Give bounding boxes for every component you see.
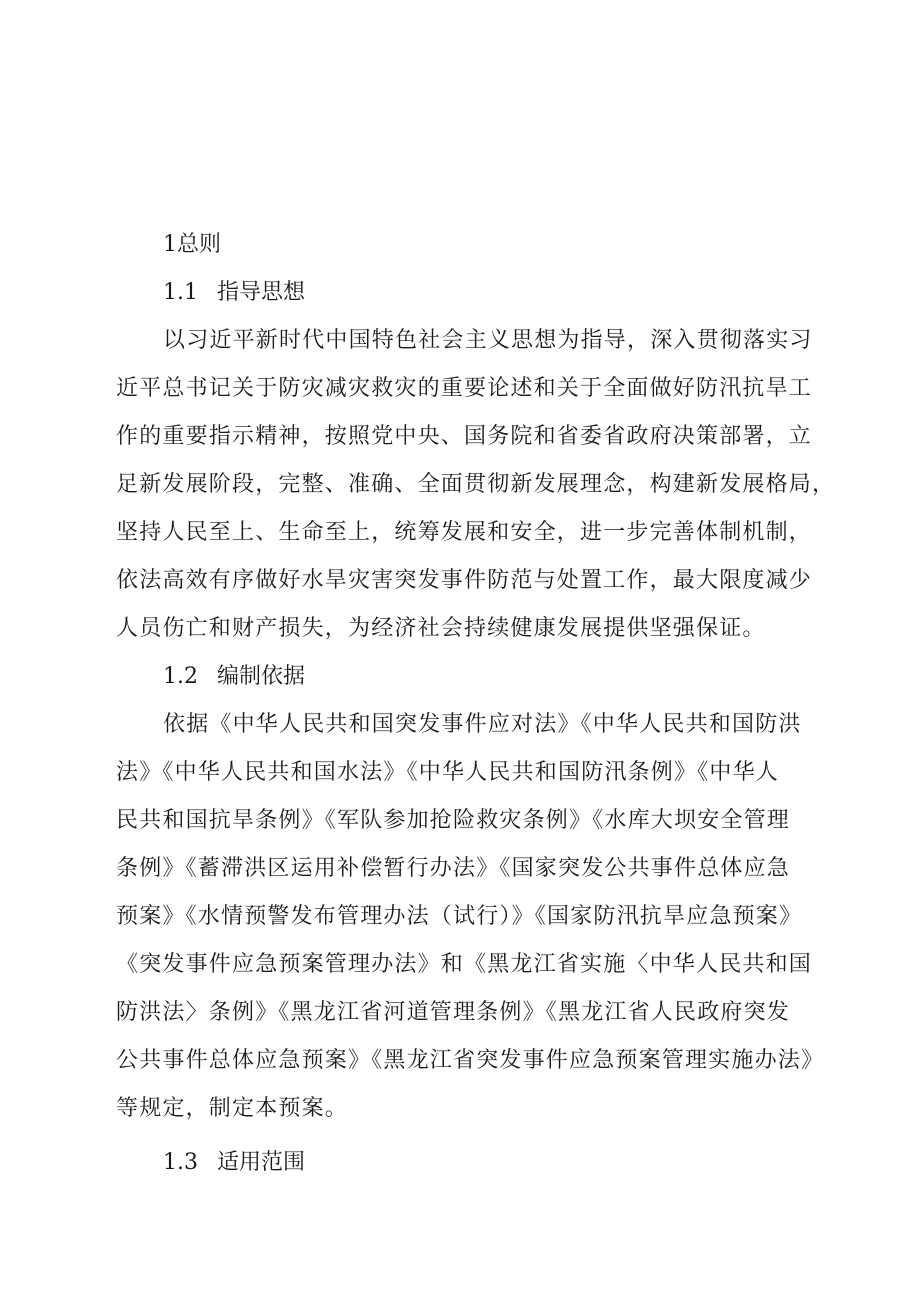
section-1-3-title: 适用范围 — [217, 1150, 306, 1175]
paragraph-line: 预案》《水情预警发布管理办法（试行）》《国家防汛抗旱应急预案》 — [116, 904, 803, 929]
paragraph-line: 《突发事件应急预案管理办法》和《黑龙江省实施〈中华人民共和国 — [116, 952, 813, 977]
paragraph-line: 民共和国抗旱条例》《军队参加抢险救灾条例》《水库大坝安全管理 — [116, 808, 791, 833]
paragraph-line: 公共事件总体应急预案》《黑龙江省突发事件应急预案管理实施办法》 — [116, 1048, 825, 1073]
paragraph-line: 依法高效有序做好水旱灾害突发事件防范与处置工作，最大限度减少 — [116, 568, 813, 593]
section-1-1-heading — [163, 278, 305, 308]
section-1-heading — [163, 230, 221, 260]
paragraph-line: 坚持人民至上、生命至上，统筹发展和安全，进一步完善体制机制， — [116, 520, 813, 545]
section-1-1-title: 指导思想 — [217, 280, 306, 305]
section-1-2-number: 1.2 — [163, 664, 198, 689]
paragraph-line: 人员伤亡和财产损失，为经济社会持续健康发展提供坚强保证。 — [116, 616, 766, 641]
section-1-3-number: 1.3 — [163, 1150, 198, 1175]
paragraph-line: 作的重要指示精神，按照党中央、国务院和省委省政府决策部署，立 — [116, 424, 813, 449]
paragraph-line: 法》《中华人民共和国水法》《中华人民共和国防汛条例》《中华人 — [116, 760, 780, 785]
paragraph-line: 足新发展阶段，完整、准确、全面贯彻新发展理念，构建新发展格局， — [116, 472, 836, 497]
section-1-2-heading — [163, 662, 305, 692]
section-1-title: 1总则 — [163, 232, 221, 257]
paragraph-line: 近平总书记关于防灾减灾救灾的重要论述和关于全面做好防汛抗旱工 — [116, 376, 813, 401]
section-1-1-number: 1.1 — [163, 280, 198, 305]
section-1-3-heading — [163, 1148, 305, 1178]
paragraph-line: 条例》《蓄滞洪区运用补偿暂行办法》《国家突发公共事件总体应急 — [116, 856, 791, 881]
paragraph-line: 防洪法〉条例》《黑龙江省河道管理条例》《黑龙江省人民政府突发 — [116, 1000, 791, 1025]
paragraph-line: 以习近平新时代中国特色社会主义思想为指导，深入贯彻落实习 — [163, 328, 813, 353]
paragraph-line: 依据《中华人民共和国突发事件应对法》《中华人民共和国防洪 — [163, 712, 802, 737]
section-1-2-title: 编制依据 — [217, 664, 306, 689]
paragraph-line: 等规定，制定本预案。 — [116, 1096, 349, 1121]
